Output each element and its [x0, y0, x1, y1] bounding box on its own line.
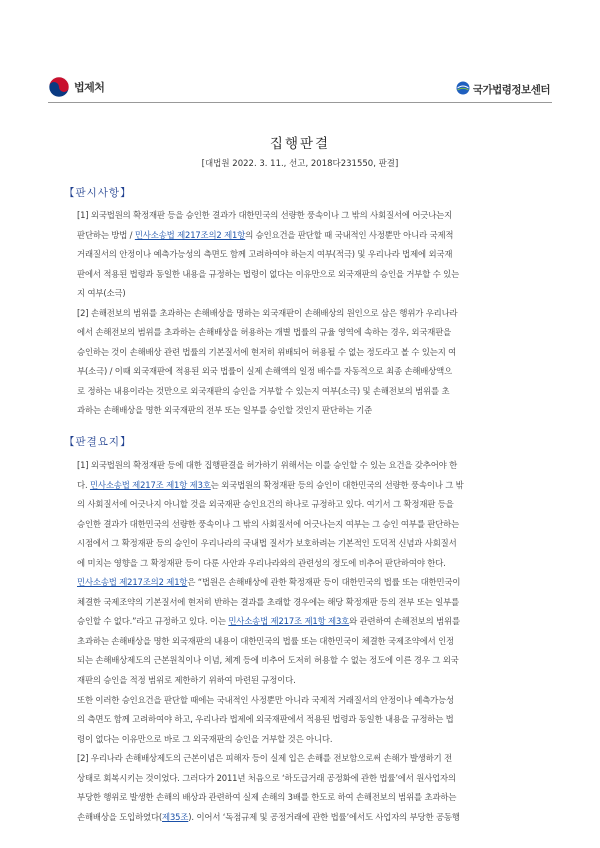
text-run: 에서 손해전보의 범위를 초과하는 손해배상을 허용하는 개별 법률의 규율 영역에 속하는 경우, 외국재판을 — [77, 327, 452, 338]
text-run: 다. — [77, 479, 90, 490]
header-divider — [48, 102, 552, 103]
text-line — [77, 710, 532, 730]
globe-emblem-icon — [456, 80, 470, 99]
text-line — [77, 769, 532, 789]
text-run: 로 정하는 내용이라는 것만으로 외국재판의 승인을 거부할 수 있는지 여부(소극) 및 손해전보의 범위를 초 — [77, 385, 450, 396]
statute-link[interactable]: 민사소송법 제217조의2 제1항 — [77, 577, 188, 588]
statute-link[interactable]: 민사소송법 제217조 제1항 제3호 — [89, 479, 211, 490]
text-line — [77, 749, 532, 769]
text-run: 에 미치는 영향을 그 확정재판 등이 다룬 사안과 우리나라와의 관련성의 정도에 비추어 판단하여야 한다. — [77, 557, 446, 568]
text-run: 체결한 국제조약의 기본질서에 현저히 반하는 결과를 초래할 경우에는 해당 확정재판 등의 전부 또는 일부를 — [77, 596, 460, 607]
text-line — [77, 226, 532, 246]
text-line — [77, 476, 532, 496]
text-line — [77, 808, 532, 828]
text-run: 은 “법원은 손해배상에 관한 확정재판 등이 대한민국의 법률 또는 대한민국이 — [187, 577, 461, 588]
text-run: [2] 손해전보의 범위를 초과하는 손해배상을 명하는 외국재판이 손해배상의 원인으로 삼은 행위가 우리나라 — [77, 307, 458, 318]
text-run: 또한 이러한 승인요건을 판단할 때에는 국내적인 사정뿐만 아니라 국제적 거래질서의 안정이나 예측가능성 — [77, 694, 455, 705]
text-line — [77, 401, 532, 421]
text-run: 재판의 승인을 적정 범위로 제한하기 위하여 마련된 규정이다. — [77, 675, 296, 686]
text-run: 는 외국법원의 확정재판 등의 승인이 대한민국의 선량한 풍속이나 그 밖 — [210, 479, 464, 490]
text-line — [77, 651, 532, 671]
text-run: 초과하는 손해배상을 명한 외국재판의 내용이 대한민국의 법률 또는 대한민국이 체결한 국제조약에서 인정 — [77, 635, 455, 646]
text-run: 거래질서의 안정이나 예측가능성의 측면도 함께 고려하여야 하는지 여부(적극) 및 우리나라 법제에 외국재 — [77, 249, 453, 260]
text-run: ). 이어서 ‘독점규제 및 공정거래에 관한 법률’에서도 사업자의 부당한 공동행 — [188, 811, 460, 822]
section-heading-holdings: 【판시사항】 — [64, 187, 132, 199]
text-line — [77, 456, 532, 476]
text-run: 의 측면도 함께 고려하여야 하고, 우리나라 법제에 외국재판에서 적용된 법령과 동일한 내용을 규정하는 법 — [77, 714, 454, 725]
text-run: 령이 없다는 이유만으로 바로 그 외국재판의 승인을 거부할 것은 아니다. — [77, 733, 333, 744]
text-line — [77, 323, 532, 343]
text-run: 부당한 행위로 발생한 손해의 배상과 관련하여 실제 손해의 3배를 한도로 하여 손해전보의 범위를 초과하는 — [77, 792, 457, 803]
text-line — [77, 284, 532, 304]
text-line — [77, 730, 532, 750]
moleg-logo-text: 법제처 — [74, 81, 105, 94]
text-run: [2] 우리나라 손해배상제도의 근본이념은 피해자 등이 실제 입은 손해를 전보함으로써 손해가 발생하기 전 — [77, 753, 453, 764]
text-line — [77, 265, 532, 285]
text-line — [77, 612, 532, 632]
text-run: 판단하는 방법 / — [77, 229, 135, 240]
text-line — [77, 671, 532, 691]
text-run: 손해배상을 도입하였다( — [77, 811, 163, 822]
text-line — [77, 245, 532, 265]
case-citation: [대법원 2022. 3. 11., 선고, 2018다231550, 판결] — [201, 159, 399, 169]
text-run: 의 승인요건을 판단할 때 국내적인 사정뿐만 아니라 국제적 — [245, 229, 454, 240]
law-center-logo[interactable] — [456, 80, 550, 99]
statute-link[interactable]: 민사소송법 제217조의2 제1항 — [134, 229, 246, 240]
text-run: [1] 외국법원의 확정재판 등을 승인한 결과가 대한민국의 선량한 풍속이나 그 밖의 사회질서에 어긋나는지 — [77, 210, 453, 220]
text-line — [77, 788, 532, 808]
text-run: 부(소극) / 이때 외국재판에 적용된 외국 법률이 실제 손해액의 일정 배수를 자동적으로 최종 손해배상액으 — [77, 366, 453, 377]
statute-link[interactable]: 제35조 — [162, 811, 189, 822]
text-line — [77, 515, 532, 535]
text-line — [77, 554, 532, 574]
statute-link[interactable]: 민사소송법 제217조 제1항 제3호 — [228, 616, 350, 627]
holdings-body — [77, 206, 532, 421]
text-run: 지 여부(소극) — [77, 288, 126, 299]
law-center-logo-text: 국가법령정보센터 — [472, 84, 550, 96]
text-line — [77, 382, 532, 402]
page-header — [0, 0, 600, 110]
text-line — [77, 362, 532, 382]
text-run: 승인한 결과가 대한민국의 선량한 풍속이나 그 밖의 사회질서에 어긋나는지 여부는 그 승인 여부를 판단하는 — [77, 518, 460, 529]
summary-body — [77, 456, 532, 827]
text-run: 의 사회질서에 어긋나지 아니할 것을 외국재판 승인요건의 하나로 규정하고 있다. 여기서 그 확정재판 등을 — [77, 499, 454, 510]
text-run: 시점에서 그 확정재판 등의 승인이 우리나라의 국내법 질서가 보호하려는 기본적인 도덕적 신념과 사회질서 — [77, 538, 457, 549]
text-run: 판에서 적용된 법령과 동일한 내용을 규정하는 법령이 없다는 이유만으로 외국재판의 승인을 거부할 수 있는 — [77, 268, 460, 279]
text-line — [77, 593, 532, 613]
text-run: 승인할 수 없다.”라고 규정하고 있다. 이는 — [77, 616, 229, 627]
taegeuk-emblem-icon — [48, 76, 70, 98]
text-run: 와 관련하여 손해전보의 범위를 — [349, 616, 460, 627]
page-title: 집행판결 — [269, 136, 331, 152]
text-line — [77, 534, 532, 554]
text-line — [77, 495, 532, 515]
text-line — [77, 304, 532, 324]
text-line — [77, 632, 532, 652]
text-line — [77, 573, 532, 593]
text-line — [77, 343, 532, 363]
text-run: 되는 손해배상제도의 근본원칙이나 이념, 체계 등에 비추어 도저히 허용할 수 없는 정도에 이른 경우 그 외국 — [77, 655, 459, 666]
text-run: 과하는 손해배상을 명한 외국재판의 전부 또는 일부를 승인할 것인지 판단하는 기준 — [77, 405, 373, 416]
text-run: 승인하는 것이 손해배상 관련 법률의 기본질서에 현저히 위배되어 허용될 수 없는 정도라고 볼 수 있는지 여 — [77, 346, 457, 357]
moleg-logo[interactable] — [48, 76, 104, 98]
text-line — [77, 206, 532, 226]
text-line — [77, 691, 532, 711]
text-run: [1] 외국법원의 확정재판 등에 대한 집행판결을 허가하기 위해서는 이를 승인할 수 있는 요건을 갖추어야 한 — [77, 460, 458, 470]
text-run: 상태로 회복시키는 것이었다. 그러다가 2011년 처음으로 ‘하도급거래 공정화에 관한 법률’에서 원사업자의 — [77, 772, 456, 783]
section-heading-summary: 【판결요지】 — [64, 436, 132, 448]
